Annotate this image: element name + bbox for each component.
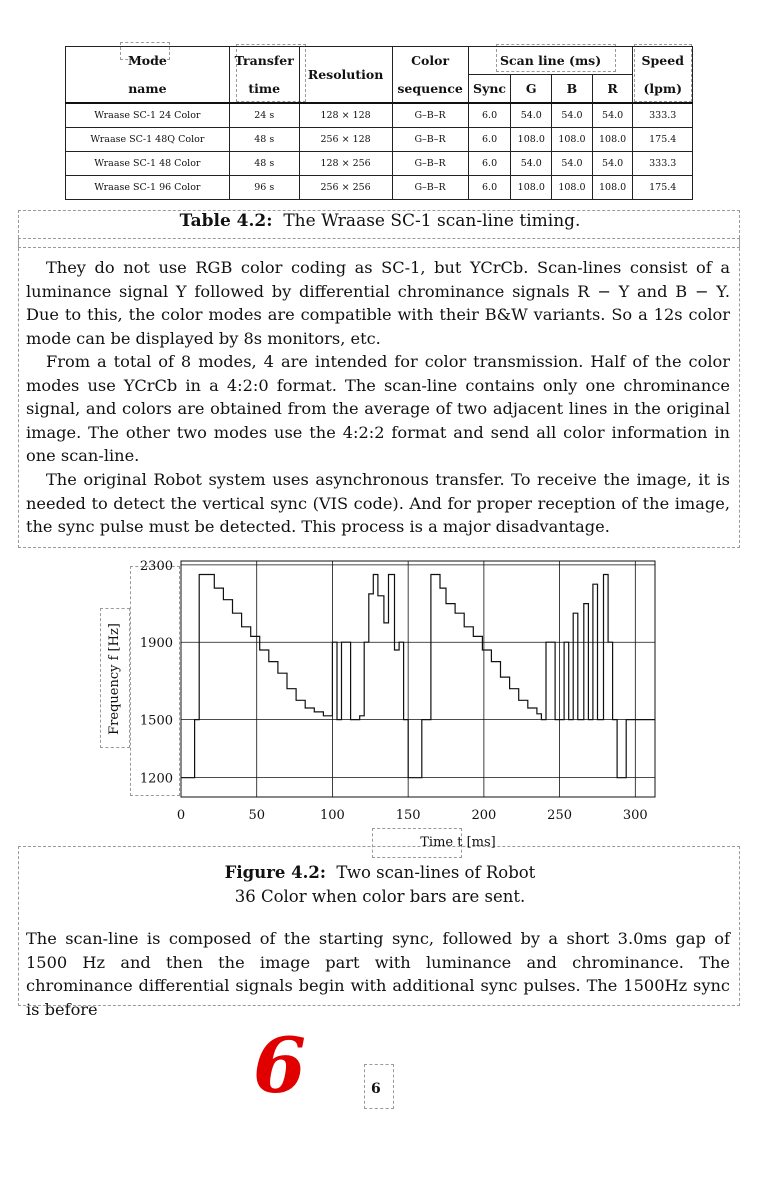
y-tick-label: 1900 [139, 636, 173, 652]
paragraph-4-text: The scan-line is composed of the starting sync, followed by a short 3.0ms gap of 1500 Hz and then the image part with luminance and chrominance. The chrominance differential signals begin with additional sync pulses. The 1500Hz sync is before [26, 929, 730, 1019]
table-cell-b: 54.0 [552, 103, 593, 128]
table-cell-r: 54.0 [592, 103, 633, 128]
table-cell-speed: 175.4 [633, 176, 693, 200]
x-tick-label: 200 [471, 808, 497, 823]
header-mode: Mode [66, 47, 230, 75]
table-cell-sync: 6.0 [468, 128, 511, 152]
table-cell-r: 54.0 [592, 152, 633, 176]
x-tick-label: 100 [320, 808, 345, 823]
figure-caption-line1: Two scan-lines of Robot [336, 863, 536, 882]
table-cell-r: 108.0 [592, 176, 633, 200]
header-g: G [511, 75, 552, 104]
paragraph-4 [26, 927, 730, 1021]
table-cell-res: 128 × 128 [299, 103, 392, 128]
table-cell-res: 128 × 256 [299, 152, 392, 176]
y-tick-label: 2300 [139, 558, 173, 574]
header-speed: Speed [633, 47, 693, 75]
table-cell-seq: G–B–R [392, 103, 468, 128]
table-cell-g: 54.0 [511, 103, 552, 128]
paragraph-3-text: The original Robot system uses asynchronous transfer. To receive the image, it is needed to detect the vertical sync (VIS code). And for proper reception of the image, the sync pulse must be detected. This process is a major disadvantage. [26, 470, 730, 537]
table-caption-label: Table 4.2: [179, 211, 273, 231]
page-number: 6 [371, 1081, 381, 1097]
x-tick-label: 150 [395, 808, 421, 823]
figure-caption-line2: 36 Color when color bars are sent. [234, 887, 526, 906]
table-cell-time: 48 s [229, 152, 299, 176]
page-mark: 6 [253, 1021, 306, 1110]
header-mode-name: name [66, 75, 230, 104]
table-cell-speed: 333.3 [633, 103, 693, 128]
header-color-sequence: sequence [392, 75, 468, 104]
x-tick-label: 0 [176, 808, 186, 823]
table-cell-sync: 6.0 [468, 103, 511, 128]
table-cell-g: 108.0 [511, 128, 552, 152]
table-cell-name: Wraase SC-1 96 Color [66, 176, 230, 200]
header-transfer: Transfer [229, 47, 299, 75]
x-tick-label: 300 [622, 808, 648, 823]
x-tick-label: 250 [547, 808, 573, 823]
table-cell-seq: G–B–R [392, 128, 468, 152]
y-tick-label: 1200 [139, 771, 173, 787]
table-cell-sync: 6.0 [468, 152, 511, 176]
table-cell-g: 108.0 [511, 176, 552, 200]
header-scanline: Scan line (ms) [468, 47, 633, 75]
header-sync: Sync [468, 75, 511, 104]
table-cell-name: Wraase SC-1 48 Color [66, 152, 230, 176]
header-speed-unit: (lpm) [633, 75, 693, 104]
table-cell-g: 54.0 [511, 152, 552, 176]
table-cell-b: 54.0 [552, 152, 593, 176]
table-cell-time: 24 s [229, 103, 299, 128]
y-tick-label: 1500 [139, 713, 173, 729]
table-cell-res: 256 × 256 [299, 176, 392, 200]
table-cell-res: 256 × 128 [299, 128, 392, 152]
table-cell-seq: G–B–R [392, 176, 468, 200]
table-cell-name: Wraase SC-1 24 Color [66, 103, 230, 128]
table-cell-name: Wraase SC-1 48Q Color [66, 128, 230, 152]
y-axis-label: Frequency f [Hz] [107, 623, 122, 735]
table-caption-text: The Wraase SC-1 scan-line timing. [283, 211, 581, 231]
figure-caption [130, 861, 630, 909]
x-axis-label: Time t [ms] [420, 835, 496, 850]
table-cell-b: 108.0 [552, 128, 593, 152]
table-cell-sync: 6.0 [468, 176, 511, 200]
series-line-frequency [181, 575, 655, 778]
table-cell-seq: G–B–R [392, 152, 468, 176]
table-cell-speed: 175.4 [633, 128, 693, 152]
table-cell-time: 48 s [229, 128, 299, 152]
header-resolution: Resolution [299, 47, 392, 104]
paragraph-2-text: From a total of 8 modes, 4 are intended for color transmission. Half of the color modes use YCrCb in a 4:2:0 format. The scan-line contains only one chrominance signal, and colors are obtained from the average of two adjacent lines in the original image. The other two modes use the 4:2:2 format and send all color information in one scan-line. [26, 352, 730, 466]
table-cell-time: 96 s [229, 176, 299, 200]
header-transfer-time: time [229, 75, 299, 104]
paragraph-1-text: They do not use RGB color coding as SC-1, but YCrCb. Scan-lines consist of a luminance signal Y followed by differential chrominance signals R − Y and B − Y. Due to this, the color modes are compatible with their B&W variants. So a 12s color mode can be displayed by 8s monitors, etc. [26, 258, 730, 348]
header-color: Color [392, 47, 468, 75]
table-cell-b: 108.0 [552, 176, 593, 200]
header-b: B [552, 75, 593, 104]
table-cell-r: 108.0 [592, 128, 633, 152]
figure-caption-label: Figure 4.2: [224, 863, 326, 882]
x-tick-label: 50 [248, 808, 265, 823]
table-cell-speed: 333.3 [633, 152, 693, 176]
header-r: R [592, 75, 633, 104]
